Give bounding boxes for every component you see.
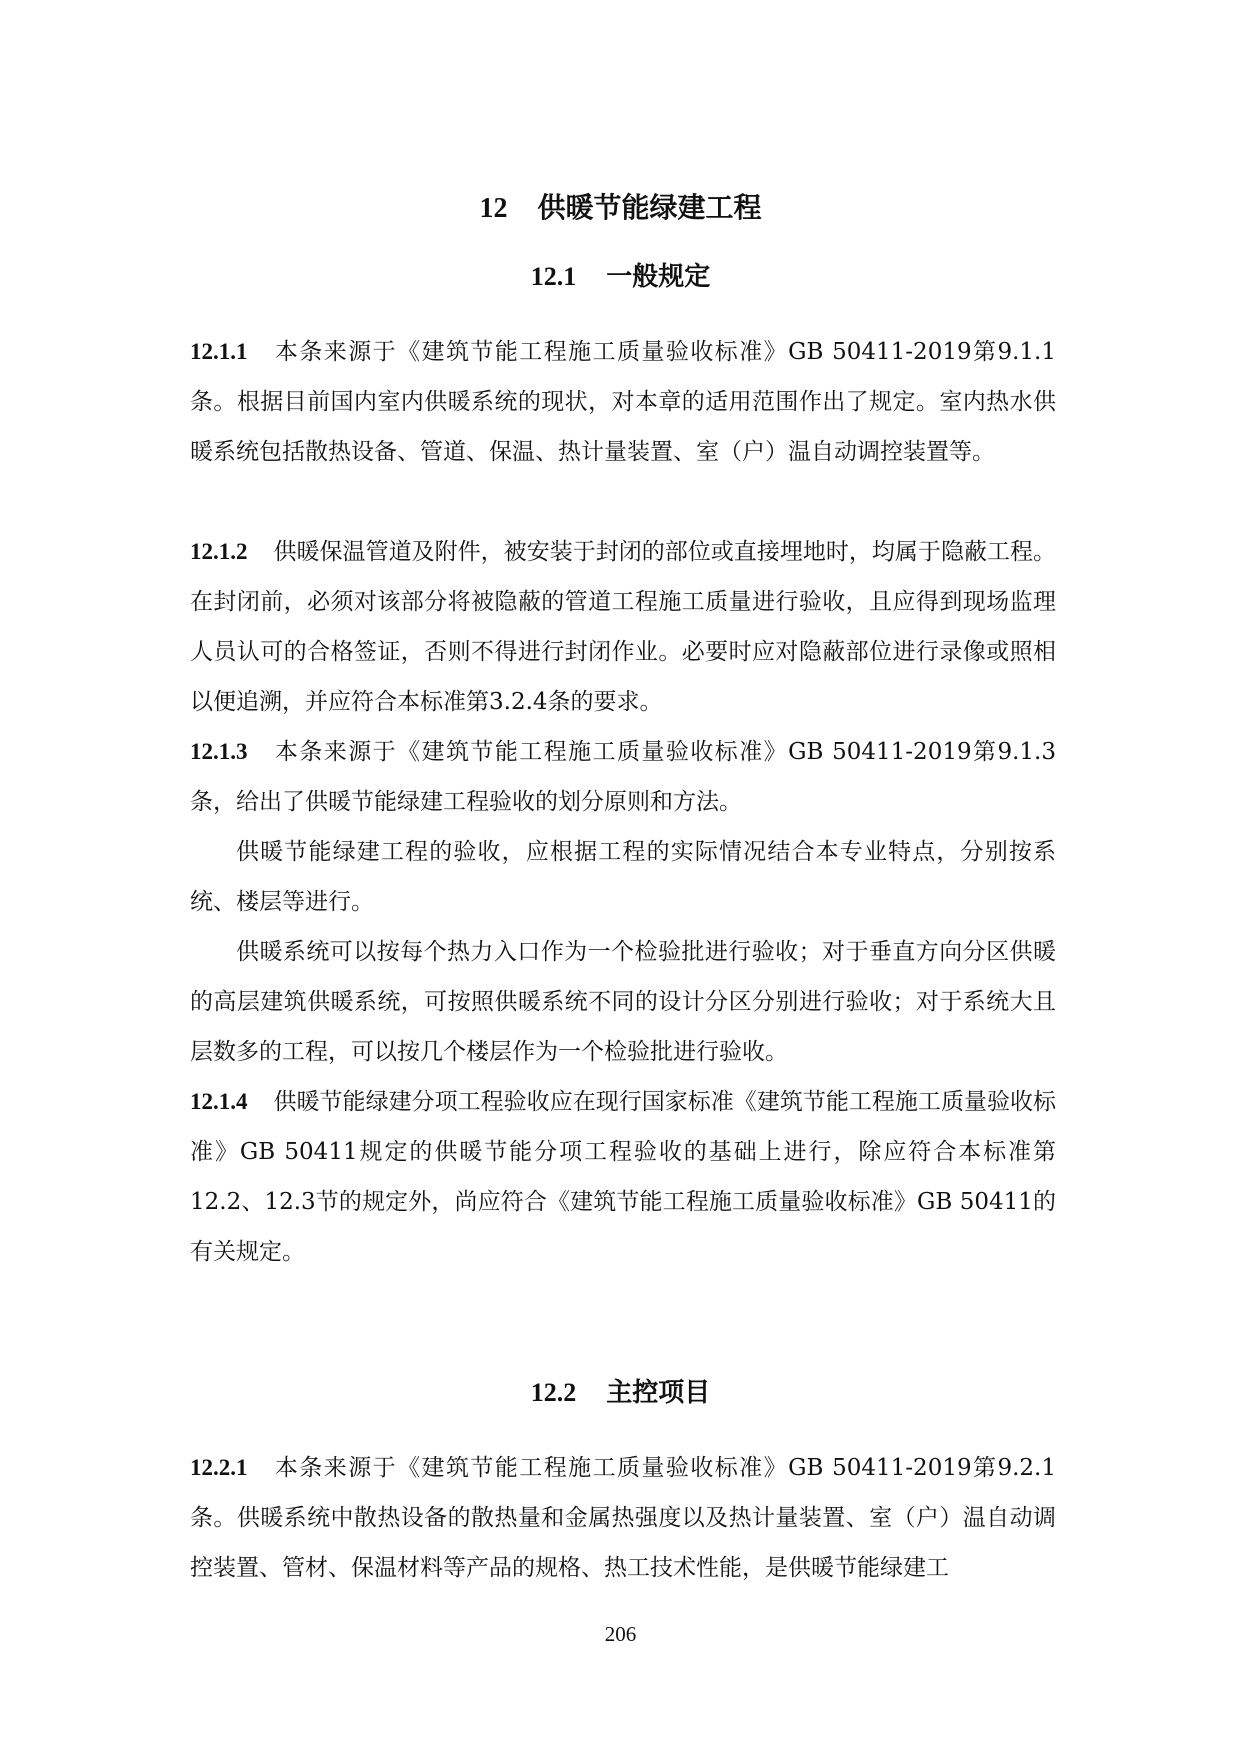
- section-title-12-1: [0, 258, 1241, 296]
- clause-12-1-2: [190, 527, 1056, 727]
- clause-text: 本条来源于《建筑节能工程施工质量验收标准》GB 50411-2019第9.2.1条。供暖系统中散热设备的散热量和金属热强度以及热计量装置、室（户）温自动调控装置、管材、保温材料等产品的规格、热工技术性能，是供暖节能绿建工: [190, 1455, 1056, 1581]
- clause-text: 本条来源于《建筑节能工程施工质量验收标准》GB 50411-2019第9.1.3条，给出了供暖节能绿建工程验收的划分原则和方法。: [190, 739, 1056, 815]
- section-title-text: 一般规定: [606, 262, 711, 292]
- clause-text: 供暖节能绿建分项工程验收应在现行国家标准《建筑节能工程施工质量验收标准》GB 50411规定的供暖节能分项工程验收的基础上进行，除应符合本标准第12.2、12.3节的规定外，尚应符合《建筑节能工程施工质量验收标准》GB 50411的有关规定。: [190, 1089, 1056, 1265]
- chapter-title-text: 供暖节能绿建工程: [537, 191, 762, 224]
- paragraph: [190, 827, 1056, 927]
- clause-text: 供暖保温管道及附件，被安装于封闭的部位或直接埋地时，均属于隐蔽工程。在封闭前，必须对该部分将被隐蔽的管道工程施工质量进行验收，且应得到现场监理人员认可的合格签证，否则不得进行封闭作业。必要时应对隐蔽部位进行录像或照相以便追溯，并应符合本标准第3.2.4条的要求。: [190, 539, 1056, 715]
- clause-number: 12.1.3: [190, 739, 248, 764]
- clause-text: 本条来源于《建筑节能工程施工质量验收标准》GB 50411-2019第9.1.1条。根据目前国内室内供暖系统的现状，对本章的适用范围作出了规定。室内热水供暖系统包括散热设备、管道、保温、热计量装置、室（户）温自动调控装置等。: [190, 339, 1056, 465]
- clause-12-2-1: [190, 1443, 1056, 1593]
- clause-number: 12.1.1: [190, 339, 248, 364]
- section-title-text: 主控项目: [606, 1378, 711, 1408]
- chapter-number: 12: [479, 193, 508, 224]
- paragraph-text: 供暖系统可以按每个热力入口作为一个检验批进行验收；对于垂直方向分区供暖的高层建筑供暖系统，可按照供暖系统不同的设计分区分别进行验收；对于系统大且层数多的工程，可以按几个楼层作为一个检验批进行验收。: [190, 939, 1056, 1065]
- clause-12-1-4: [190, 1077, 1056, 1277]
- paragraph-text: 供暖节能绿建工程的验收，应根据工程的实际情况结合本专业特点，分别按系统、楼层等进行。: [190, 839, 1056, 915]
- clause-12-1-1: [190, 327, 1056, 477]
- paragraph: [190, 927, 1056, 1077]
- clause-number: 12.2.1: [190, 1455, 248, 1480]
- clause-number: 12.1.2: [190, 539, 248, 564]
- section-title-12-2: [0, 1374, 1241, 1412]
- page-number: 206: [604, 1622, 637, 1646]
- section-number: 12.1: [530, 262, 577, 291]
- clause-12-1-3: [190, 727, 1056, 827]
- section-number: 12.2: [530, 1378, 577, 1407]
- clause-number: 12.1.4: [190, 1089, 248, 1114]
- chapter-title: [0, 188, 1241, 229]
